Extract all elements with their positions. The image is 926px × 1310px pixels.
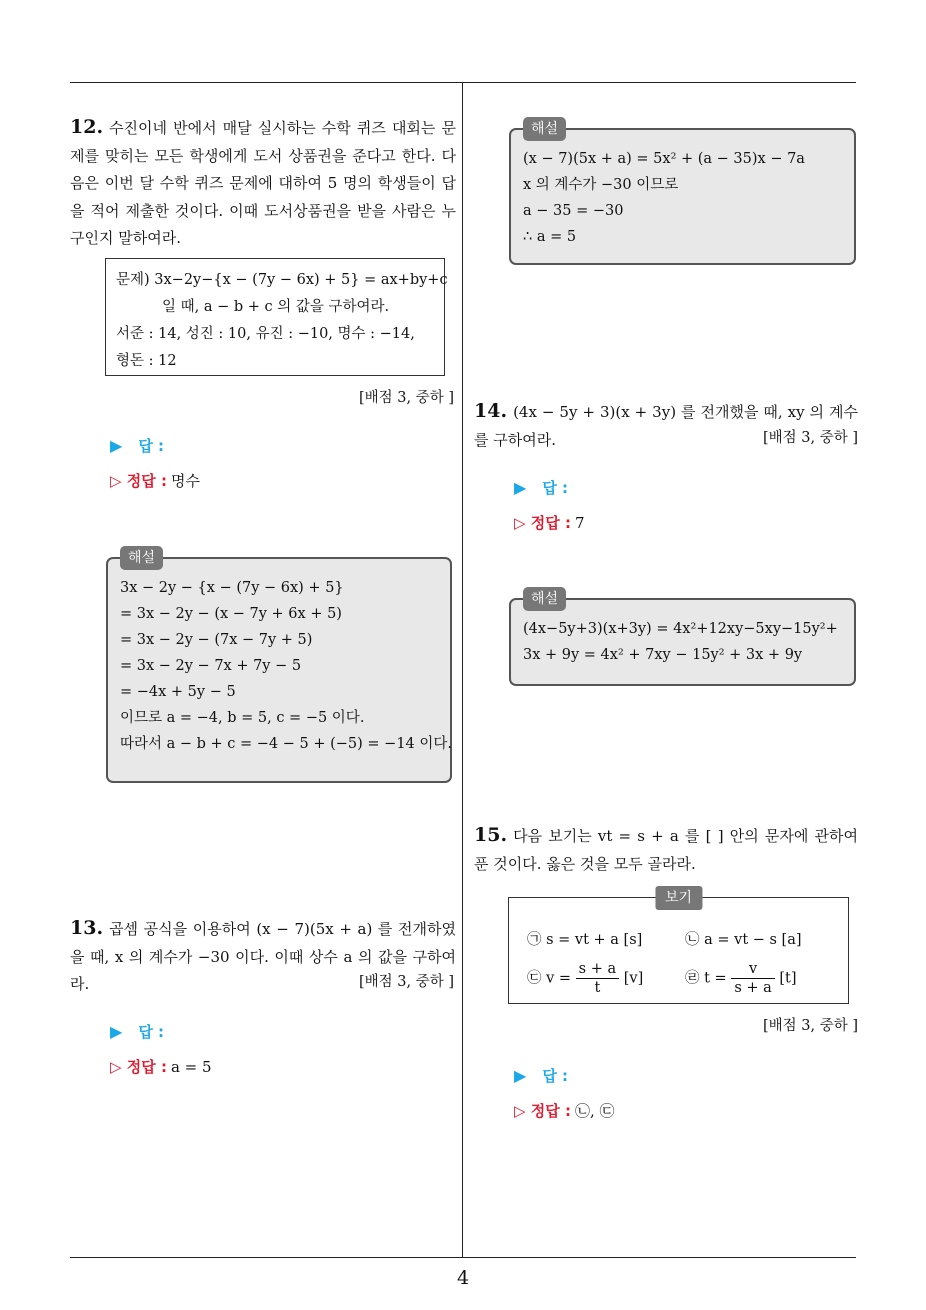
example-item-4	[685, 960, 797, 997]
correct-label: 정답 :	[530, 514, 571, 532]
solution-line: = 3x − 2y − (x − 7y + 6x + 5)	[120, 606, 342, 622]
answer-row	[514, 474, 568, 502]
solution-box-12	[106, 550, 453, 783]
answer-label: 답 :	[138, 1023, 165, 1041]
problem-line-4: 형돈 : 12	[116, 353, 177, 369]
item-4-bracket: [t]	[774, 970, 797, 987]
outline-triangle-icon: ▷	[514, 1102, 531, 1120]
outline-triangle-icon: ▷	[110, 1058, 127, 1076]
item-3-fraction	[576, 960, 619, 997]
solution-line: (4x−5y+3)(x+3y) = 4x²+12xy−5xy−15y²+	[523, 621, 838, 637]
solution-tag: 해설	[523, 587, 566, 611]
correct-answer-row	[514, 1098, 615, 1124]
item-3-bracket: [v]	[619, 970, 644, 987]
correct-value: ㉡, ㉢	[574, 1102, 615, 1120]
solution-line: x 의 계수가 −30 이므로	[523, 177, 679, 193]
solution-line: = 3x − 2y − (7x − 7y + 5)	[120, 632, 313, 648]
answer-label: 답 :	[542, 1067, 569, 1085]
correct-label: 정답 :	[530, 1102, 571, 1120]
correct-value: 명수	[170, 472, 200, 490]
play-icon: ▶	[514, 1066, 527, 1085]
correct-value: a = 5	[170, 1058, 212, 1076]
correct-answer-row	[110, 1054, 212, 1080]
solution-line: = −4x + 5y − 5	[120, 684, 236, 700]
solution-tag: 해설	[120, 546, 163, 570]
solution-box-14	[509, 591, 856, 686]
solution-line: 이므로 a = −4, b = 5, c = −5 이다.	[120, 710, 365, 726]
example-item-3	[527, 960, 643, 997]
question-number: 15.	[474, 824, 508, 846]
solution-box-13	[509, 121, 856, 265]
solution-line: = 3x − 2y − 7x + 7y − 5	[120, 658, 302, 674]
solution-line: (x − 7)(5x + a) = 5x² + (a − 35)x − 7a	[523, 151, 805, 167]
correct-answer-row	[514, 510, 585, 536]
question-number: 14.	[474, 400, 508, 422]
answer-row	[514, 1062, 568, 1090]
score-label: [배점 3, 중하 ]	[762, 1018, 858, 1034]
question-text: 곱셈 공식을 이용하여 (x − 7)(5x + a) 를 전개하였을 때, x 의 계수가 −30 이다. 이때 상수 a 의 값을 구하여라.	[70, 920, 456, 993]
fraction-numerator: v	[731, 960, 774, 979]
problem-line-2: 일 때, a − b + c 의 값을 구하여라.	[162, 299, 390, 315]
correct-label: 정답 :	[126, 472, 167, 490]
solution-line: ∴ a = 5	[523, 229, 577, 245]
score-label: [배점 3, 중하 ]	[358, 974, 454, 990]
outline-triangle-icon: ▷	[110, 472, 127, 490]
bottom-rule	[70, 1257, 856, 1258]
question-text: (4x − 5y + 3)(x + 3y) 를 전개했을 때, xy 의 계수를 구하여라.	[474, 403, 858, 449]
play-icon: ▶	[514, 478, 527, 497]
example-box	[508, 890, 849, 1004]
example-item-1: ㉠ s = vt + a [s]	[527, 932, 643, 948]
solution-line: 따라서 a − b + c = −4 − 5 + (−5) = −14 이다.	[120, 736, 453, 752]
answer-row	[110, 1018, 164, 1046]
example-tag: 보기	[655, 886, 702, 910]
answer-label: 답 :	[542, 479, 569, 497]
fraction-denominator: t	[594, 980, 601, 996]
problem-box	[105, 258, 448, 376]
problem-line-1: 문제) 3x−2y−{x − (7y − 6x) + 5} = ax+by+c	[116, 272, 448, 288]
example-item-2: ㉡ a = vt − s [a]	[685, 932, 802, 948]
fraction-denominator: s + a	[734, 980, 772, 996]
score-label: [배점 3, 중하 ]	[762, 430, 858, 446]
column-divider	[462, 82, 463, 1258]
solution-line: 3x − 2y − {x − (7y − 6x) + 5}	[120, 580, 344, 596]
item-4-fraction	[731, 960, 774, 997]
correct-value: 7	[574, 514, 585, 532]
answer-row	[110, 432, 164, 460]
answer-label: 답 :	[138, 437, 165, 455]
item-3-lhs: ㉢ v =	[527, 970, 576, 987]
play-icon: ▶	[110, 1022, 123, 1041]
correct-answer-row	[110, 468, 200, 494]
question-15	[474, 822, 858, 878]
question-number: 12.	[70, 116, 104, 138]
top-rule	[70, 82, 856, 83]
outline-triangle-icon: ▷	[514, 514, 531, 532]
correct-label: 정답 :	[126, 1058, 167, 1076]
score-label: [배점 3, 중하 ]	[358, 390, 454, 406]
play-icon: ▶	[110, 436, 123, 455]
question-number: 13.	[70, 917, 104, 939]
fraction-numerator: s + a	[576, 960, 619, 979]
problem-line-3: 서준 : 14, 성진 : 10, 유진 : −10, 명수 : −14,	[116, 326, 415, 342]
question-text: 수진이네 반에서 매달 실시하는 수학 퀴즈 대회는 문제를 맞히는 모든 학생에게 도서 상품권을 준다고 한다. 다음은 이번 달 수학 퀴즈 문제에 대하여 5 명의 학생들이 답을 적어 제출한 것이다. 이때 도서상품권을 받을 사람은 누구인지 말하여라.	[70, 119, 456, 247]
item-4-lhs: ㉣ t =	[685, 970, 732, 987]
page-number: 4	[456, 1267, 470, 1289]
solution-line: 3x + 9y = 4x² + 7xy − 15y² + 3x + 9y	[523, 647, 803, 663]
question-text: 다음 보기는 vt = s + a 를 [ ] 안의 문자에 관하여 푼 것이다. 옳은 것을 모두 골라라.	[474, 827, 858, 873]
solution-line: a − 35 = −30	[523, 203, 624, 219]
solution-tag: 해설	[523, 117, 566, 141]
question-12	[70, 114, 456, 253]
